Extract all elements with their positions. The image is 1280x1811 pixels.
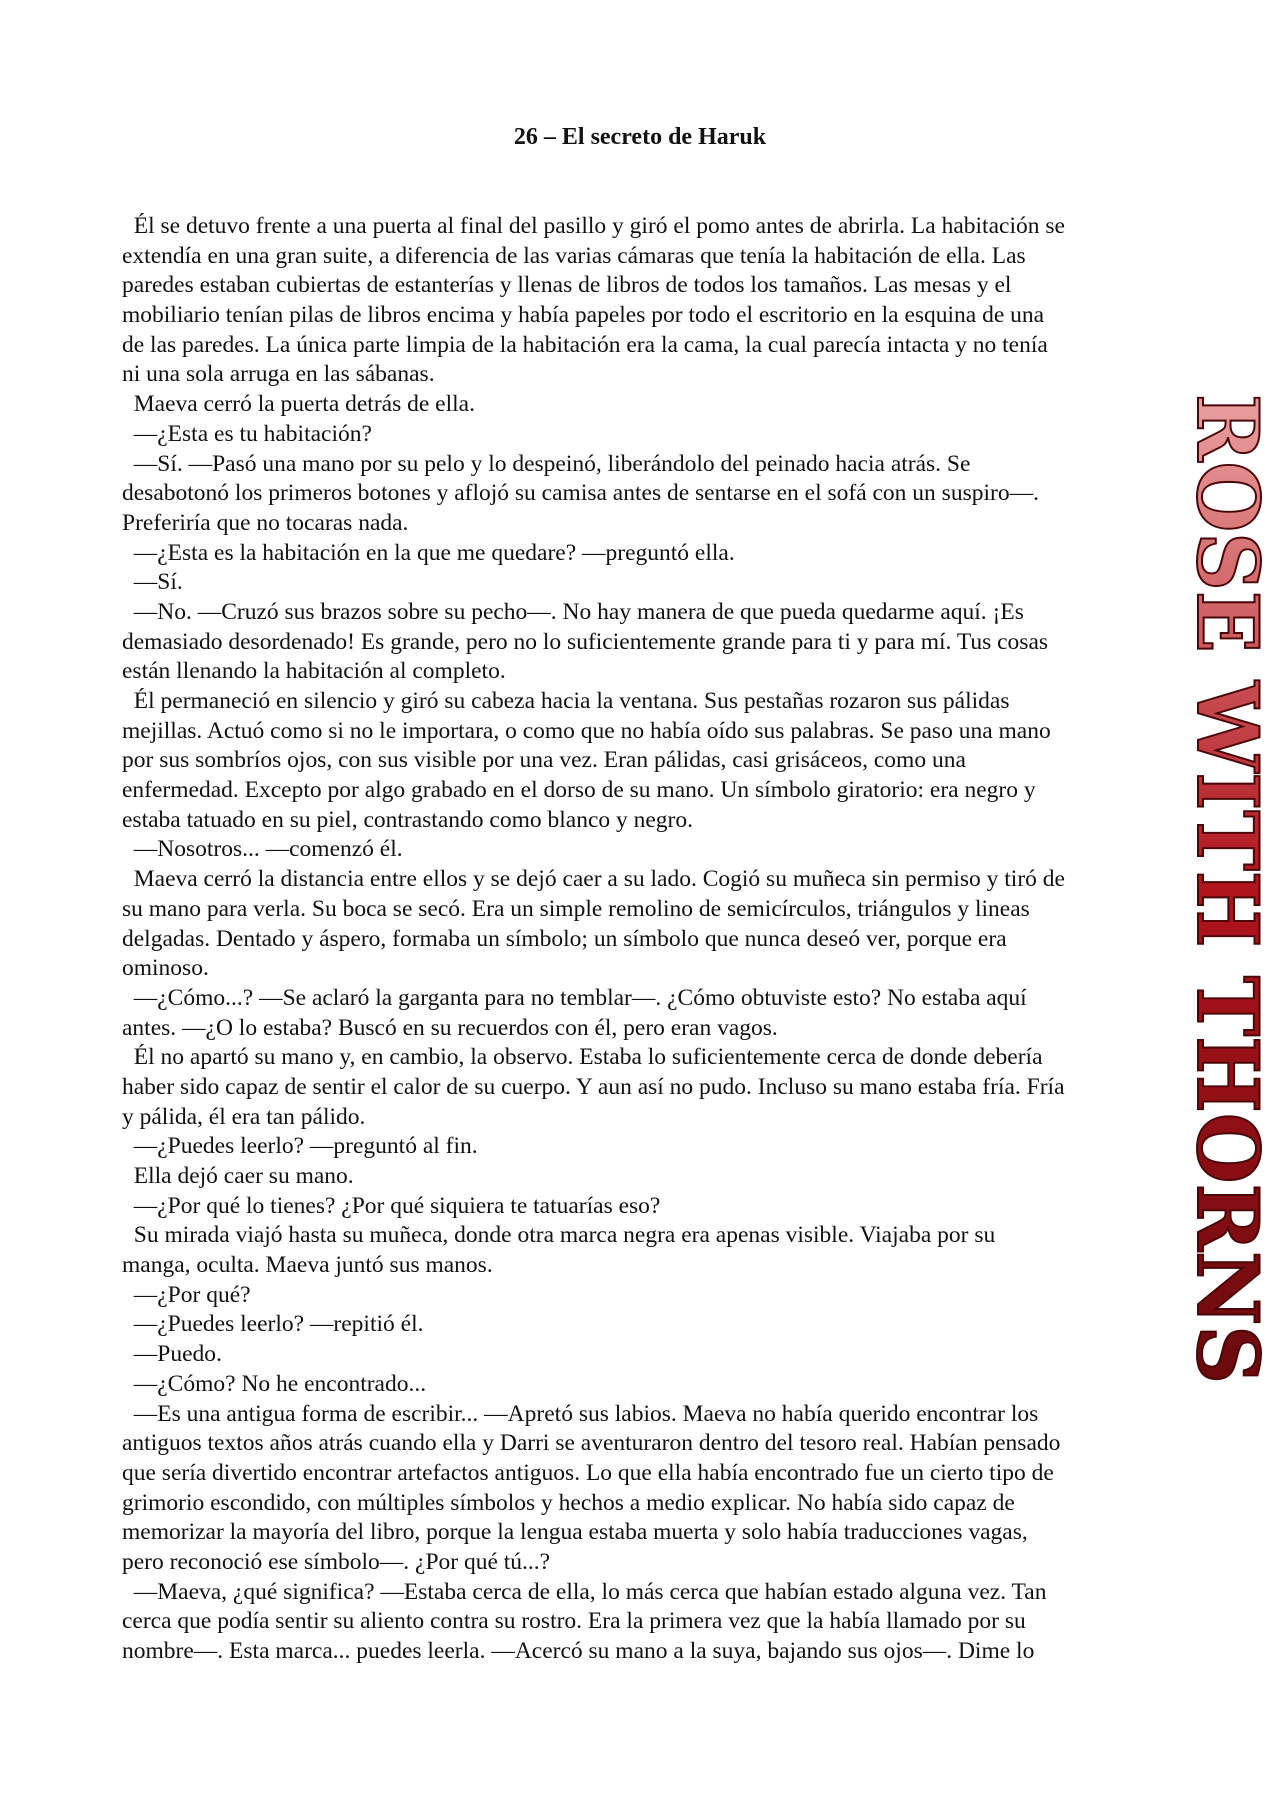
text-line: —¿Cómo? No he encontrado... — [122, 1370, 427, 1397]
watermark-logo — [1168, 392, 1277, 1418]
text-line: —¿Por qué lo tienes? ¿Por qué siquiera te tatuarías eso? — [122, 1192, 661, 1219]
text-line: Preferiría que no tocaras nada. — [122, 509, 409, 536]
text-line: mejillas. Actuó como si no le importara, o como que no había oído sus palabras. Se paso una mano — [122, 717, 1051, 744]
text-line: ominoso. — [122, 955, 209, 982]
text-line: —Sí. —Pasó una mano por su pelo y lo despeinó, liberándolo del peinado hacia atrás. Se — [122, 450, 971, 477]
text-line: están llenando la habitación al completo. — [122, 658, 506, 685]
text-line: demasiado desordenado! Es grande, pero no lo suficientemente grande para ti y para mí. Tus cosas — [122, 628, 1049, 655]
text-line: de las paredes. La única parte limpia de la habitación era la cama, la cual parecía intacta y no tenía — [122, 331, 1048, 358]
text-line: Él no apartó su mano y, en cambio, la observo. Estaba lo suficientemente cerca de donde debería — [122, 1044, 1043, 1071]
text-line: —¿Por qué? — [122, 1281, 251, 1308]
text-line: extendía en una gran suite, a diferencia de las varias cámaras que tenía la habitación de ella. Las — [122, 242, 1026, 269]
text-line: desabotonó los primeros botones y aflojó su camisa antes de sentarse en el sofá con un suspiro—. — [122, 480, 1039, 507]
text-line: paredes estaban cubiertas de estanterías y llenas de libros de todos los tamaños. Las mesas y el — [122, 272, 1012, 299]
text-line: pero reconoció ese símbolo—. ¿Por qué tú...? — [122, 1548, 551, 1575]
text-line: Maeva cerró la puerta detrás de ella. — [122, 391, 475, 418]
text-line: —¿Puedes leerlo? —repitió él. — [122, 1311, 424, 1338]
text-line: Él permaneció en silencio y giró su cabeza hacia la ventana. Sus pestañas rozaron sus pálidas — [122, 688, 1010, 714]
text-line: Su mirada viajó hasta su muñeca, donde otra marca negra era apenas visible. Viajaba por su — [122, 1222, 996, 1249]
text-line: —Nosotros... —comenzó él. — [122, 836, 403, 863]
text-line: mobiliario tenían pilas de libros encima y había papeles por todo el escritorio en la esquina de una — [122, 302, 1045, 329]
text-line: Él se detuvo frente a una puerta al final del pasillo y giró el pomo antes de abrirla. La habitación se — [122, 213, 1065, 239]
text-line: haber sido capaz de sentir el calor de su cuerpo. Y aun así no pudo. Incluso su mano estaba fría. Fría — [122, 1073, 1065, 1100]
chapter-title: 26 – El secreto de Haruk — [513, 124, 767, 150]
text-line: cerca que podía sentir su aliento contra su rostro. Era la primera vez que la había llamado por su — [122, 1608, 1026, 1635]
text-line: —¿Esta es la habitación en la que me quedare? —preguntó ella. — [122, 539, 735, 566]
text-line: enfermedad. Excepto por algo grabado en el dorso de su mano. Un símbolo giratorio: era negro y — [122, 777, 1036, 804]
watermark-text: ROSE WITH THORNS — [1178, 394, 1277, 1418]
text-line: ni una sola arruga en las sábanas. — [122, 361, 435, 388]
text-line: antes. —¿O lo estaba? Buscó en su recuerdos con él, pero eran vagos. — [122, 1014, 778, 1041]
text-line: —Es una antigua forma de escribir... —Apretó sus labios. Maeva no había querido encontrar los — [122, 1400, 1039, 1427]
text-line: —¿Esta es tu habitación? — [122, 420, 372, 447]
text-line: Ella dejó caer su mano. — [122, 1163, 354, 1189]
text-line: —Maeva, ¿qué significa? —Estaba cerca de ella, lo más cerca que habían estado alguna vez. Tan — [122, 1578, 1047, 1605]
body-text — [122, 212, 1167, 1667]
text-line: Maeva cerró la distancia entre ellos y se dejó caer a su lado. Cogió su muñeca sin permiso y tiró de — [122, 866, 1065, 893]
text-line: estaba tatuado en su piel, contrastando como blanco y negro. — [122, 806, 693, 833]
text-line: —¿Puedes leerlo? —preguntó al fin. — [122, 1133, 478, 1160]
text-line: —Puedo. — [122, 1341, 222, 1368]
text-line: y pálida, él era tan pálido. — [122, 1103, 366, 1130]
text-line: nombre—. Esta marca... puedes leerla. —Acercó su mano a la suya, bajando sus ojos—. Dime lo — [122, 1638, 1035, 1664]
text-line: —¿Cómo...? —Se aclaró la garganta para no temblar—. ¿Cómo obtuviste esto? No estaba aquí — [122, 984, 1027, 1011]
text-line: memorizar la mayoría del libro, porque la lengua estaba muerta y solo había traducciones vagas, — [122, 1519, 1028, 1546]
text-line: manga, oculta. Maeva juntó sus manos. — [122, 1252, 493, 1279]
text-line: antiguos textos años atrás cuando ella y Darri se aventuraron dentro del tesoro real. Habían pensado — [122, 1430, 1061, 1457]
text-line: grimorio escondido, con múltiples símbolos y hechos a medio explicar. No había sido capaz de — [122, 1489, 1015, 1516]
text-line: que sería divertido encontrar artefactos antiguos. Lo que ella había encontrado fue un cierto tipo de — [122, 1459, 1054, 1486]
text-line: —No. —Cruzó sus brazos sobre su pecho—. No hay manera de que pueda quedarme aquí. ¡Es — [122, 598, 1024, 625]
text-line: su mano para verla. Su boca se secó. Era un simple remolino de semicírculos, triángulos y lineas — [122, 895, 1030, 922]
text-line: delgadas. Dentado y áspero, formaba un símbolo; un símbolo que nunca deseó ver, porque era — [122, 925, 1007, 952]
text-line: —Sí. — [122, 569, 183, 596]
text-line: por sus sombríos ojos, con sus visible por una vez. Eran pálidas, casi grisáceos, como una — [122, 747, 966, 774]
